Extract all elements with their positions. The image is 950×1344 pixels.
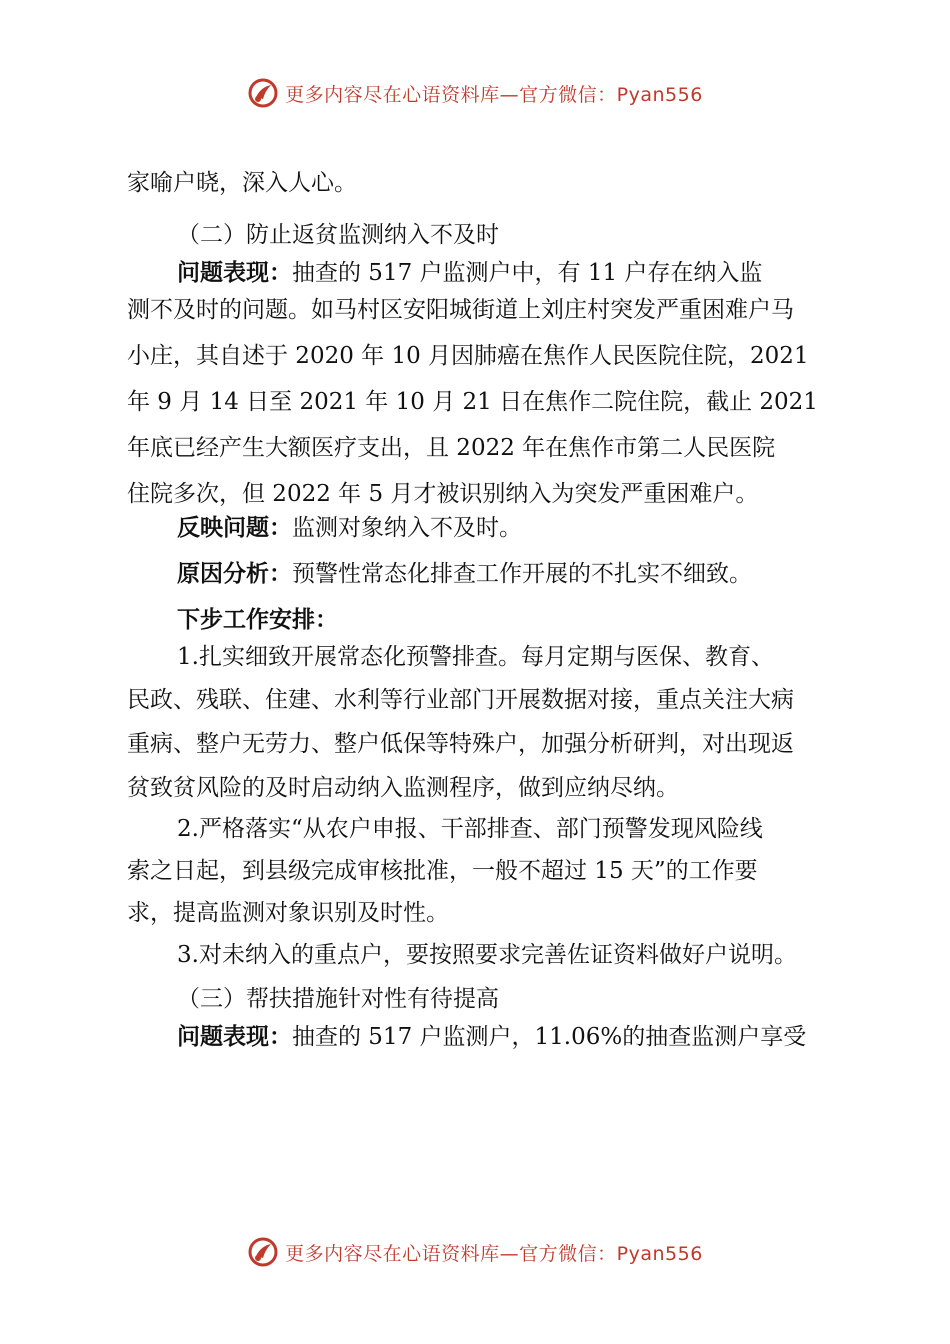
section-heading-3: （三）帮扶措施针对性有待提高 [177, 986, 499, 1012]
bold-label: 问题表现： [177, 1024, 292, 1050]
bold-label: 原因分析： [177, 561, 292, 587]
paragraph-line: 年底已经产生大额医疗支出，且 2022 年在焦作市第二人民医院 [127, 435, 776, 461]
brush-logo-icon [247, 1236, 279, 1268]
header-watermark-banner [0, 73, 950, 113]
paragraph-line: 1.扎实细致开展常态化预警排查。每月定期与医保、教育、 [177, 644, 774, 670]
paragraph-line: 小庄，其自述于 2020 年 10 月因肺癌在焦作人民医院住院，2021 [127, 343, 809, 369]
paragraph-line: 原因分析：预警性常态化排查工作开展的不扎实不细致。 [177, 561, 752, 587]
paragraph-line: 年 9 月 14 日至 2021 年 10 月 21 日在焦作二院住院，截止 2021 [127, 389, 818, 415]
brush-logo-icon [247, 77, 279, 109]
paragraph-line: 2.严格落实“从农户申报、干部排查、部门预警发现风险线 [177, 816, 763, 842]
paragraph-line: 索之日起，到县级完成审核批准，一般不超过 15 天”的工作要 [127, 858, 758, 884]
bold-label: 问题表现： [177, 260, 292, 286]
paragraph-line: 问题表现：抽查的 517 户监测户，11.06%的抽查监测户享受 [177, 1024, 807, 1050]
paragraph-line: 反映问题：监测对象纳入不及时。 [177, 515, 522, 541]
paragraph-line: 问题表现：抽查的 517 户监测户中，有 11 户存在纳入监 [177, 260, 763, 286]
paragraph-line: 测不及时的问题。如马村区安阳城街道上刘庄村突发严重困难户马 [127, 297, 794, 323]
paragraph-line: 3.对未纳入的重点户，要按照要求完善佐证资料做好户说明。 [177, 942, 797, 968]
paragraph-line: 求，提高监测对象识别及时性。 [127, 900, 449, 926]
paragraph-line: 贫致贫风险的及时启动纳入监测程序，做到应纳尽纳。 [127, 775, 679, 801]
bold-label: 反映问题： [177, 515, 292, 541]
footer-watermark-banner [0, 1232, 950, 1272]
banner-text: 更多内容尽在心语资料库—官方微信：Pyan556 [285, 1242, 703, 1265]
section-label [177, 605, 338, 635]
paragraph-line: 住院多次，但 2022 年 5 月才被识别纳入为突发严重困难户。 [127, 481, 759, 507]
paragraph-line: 重病、整户无劳力、整户低保等特殊户，加强分析研判，对出现返 [127, 731, 794, 757]
section-heading-2: （二）防止返贫监测纳入不及时 [177, 222, 499, 248]
banner-text: 更多内容尽在心语资料库—官方微信：Pyan556 [285, 83, 703, 106]
paragraph-line: 民政、残联、住建、水利等行业部门开展数据对接，重点关注大病 [127, 687, 794, 713]
paragraph-line: 家喻户晓，深入人心。 [127, 170, 357, 196]
bold-label: 下步工作安排： [177, 607, 338, 633]
